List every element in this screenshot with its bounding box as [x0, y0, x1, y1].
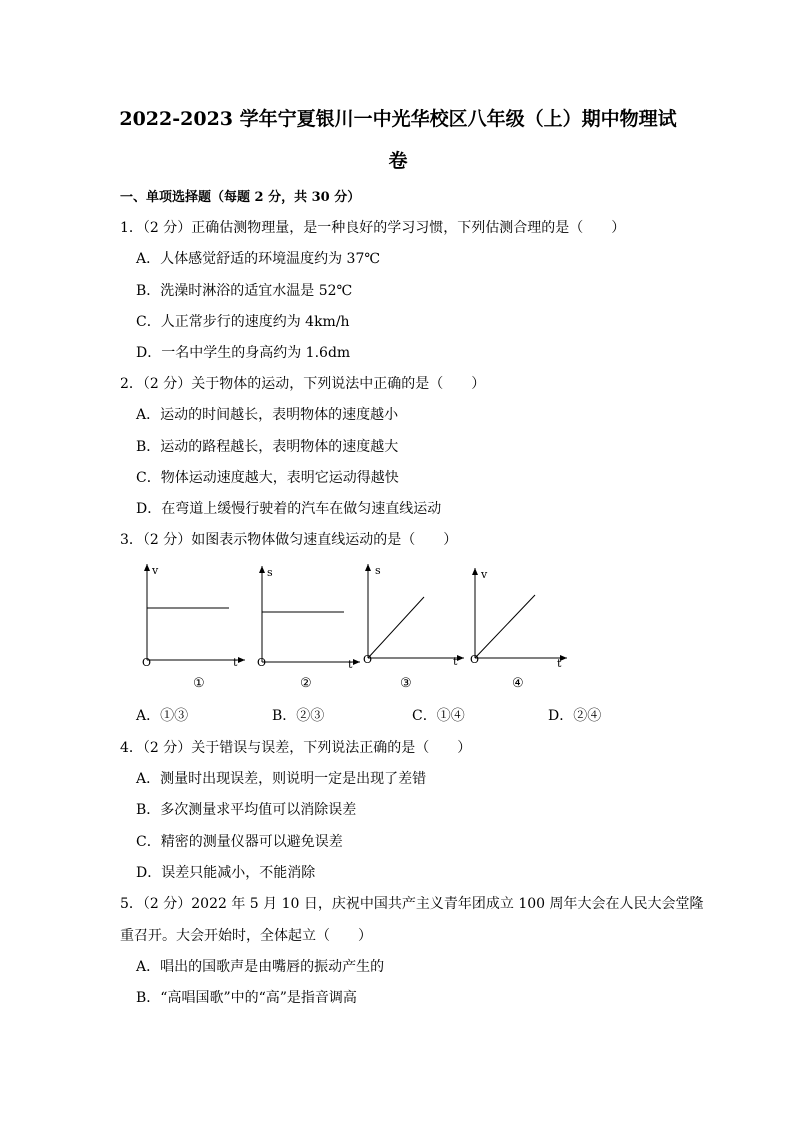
graph-4-x-label: t	[557, 657, 562, 670]
question-1-option-a: A．人体感觉舒适的环境温度约为 37℃	[136, 251, 381, 267]
graph-4	[465, 560, 575, 695]
graph-4-number: ④	[512, 676, 524, 691]
question-2-stem: 2．（2 分）关于物体的运动，下列说法中正确的是（ ）	[120, 376, 486, 392]
graph-3-y-arrow	[365, 564, 371, 571]
question-4-option-c: C．精密的测量仪器可以避免误差	[136, 834, 343, 850]
question-1-option-c: C．人正常步行的速度约为 4km/h	[136, 314, 350, 330]
motion-graphs	[130, 560, 580, 695]
graph-3	[358, 560, 468, 695]
graph-1-x-arrow	[238, 657, 245, 663]
graph-3-number: ③	[400, 676, 412, 691]
question-1-option-b: B．洗澡时淋浴的适宜水温是 52℃	[136, 283, 353, 299]
graph-4-line	[475, 595, 535, 658]
exam-title-line2: 卷	[388, 150, 408, 172]
graph-2-y-label: s	[267, 566, 273, 579]
graph-3-y-label: s	[375, 564, 381, 577]
graph-3-origin-label: O	[363, 653, 373, 666]
graph-3-line	[368, 597, 424, 658]
question-2-option-c: C．物体运动速度越大，表明它运动得越快	[136, 470, 399, 486]
question-2-option-b: B．运动的路程越长，表明物体的速度越大	[136, 439, 399, 455]
question-2-option-d: D．在弯道上缓慢行驶着的汽车在做匀速直线运动	[136, 501, 442, 517]
question-3-choice-a: A．①③	[136, 708, 189, 724]
question-5-stem-line1: 5．（2 分）2022 年 5 月 10 日，庆祝中国共产主义青年团成立 100 周年大会在人民大会堂隆	[120, 896, 704, 912]
graph-1	[135, 560, 245, 695]
graph-2-y-arrow	[259, 566, 265, 573]
graph-1-y-arrow	[144, 564, 150, 571]
question-4-option-b: B．多次测量求平均值可以消除误差	[136, 802, 357, 818]
question-1-stem: 1．（2 分）正确估测物理量，是一种良好的学习习惯，下列估测合理的是（ ）	[120, 220, 626, 236]
question-4-option-d: D．误差只能减小，不能消除	[136, 865, 316, 881]
question-3-stem: 3．（2 分）如图表示物体做匀速直线运动的是（ ）	[120, 532, 458, 548]
question-2-option-a: A．运动的时间越长，表明物体的速度越小	[136, 407, 399, 423]
question-1-option-d: D．一名中学生的身高约为 1.6dm	[136, 345, 351, 361]
graph-2-origin-label: O	[257, 656, 267, 669]
exam-title-line1: 2022-2023 学年宁夏银川一中光华校区八年级（上）期中物理试	[119, 108, 677, 130]
question-4-stem: 4．（2 分）关于错误与误差，下列说法正确的是（ ）	[120, 740, 472, 756]
graph-4-y-label: v	[481, 568, 488, 581]
graph-1-origin-label: O	[142, 656, 152, 669]
graph-2-number: ②	[300, 676, 312, 691]
section-heading: 一、单项选择题（每题 2 分，共 30 分）	[120, 190, 361, 205]
question-5-option-b: B．“高唱国歌”中的“高”是指音调高	[136, 990, 357, 1006]
graph-3-x-arrow	[457, 655, 464, 661]
question-4-option-a: A．测量时出现误差，则说明一定是出现了差错	[136, 771, 427, 787]
graph-2	[250, 560, 360, 695]
question-5-option-a: A．唱出的国歌声是由嘴唇的振动产生的	[136, 959, 385, 975]
graph-3-x-label: t	[453, 655, 458, 668]
graph-2-x-label: t	[348, 658, 353, 671]
question-3-choice-c: C．①④	[412, 708, 465, 724]
question-3-choice-b: B．②③	[272, 708, 325, 724]
graph-1-x-label: t	[233, 656, 238, 669]
graph-4-origin-label: O	[470, 653, 480, 666]
question-5-stem-line2: 重召开。大会开始时，全体起立（ ）	[120, 928, 372, 944]
graph-4-y-arrow	[472, 568, 478, 575]
graph-1-number: ①	[193, 676, 205, 691]
graph-1-y-label: v	[152, 564, 159, 577]
question-3-choice-d: D．②④	[548, 708, 602, 724]
